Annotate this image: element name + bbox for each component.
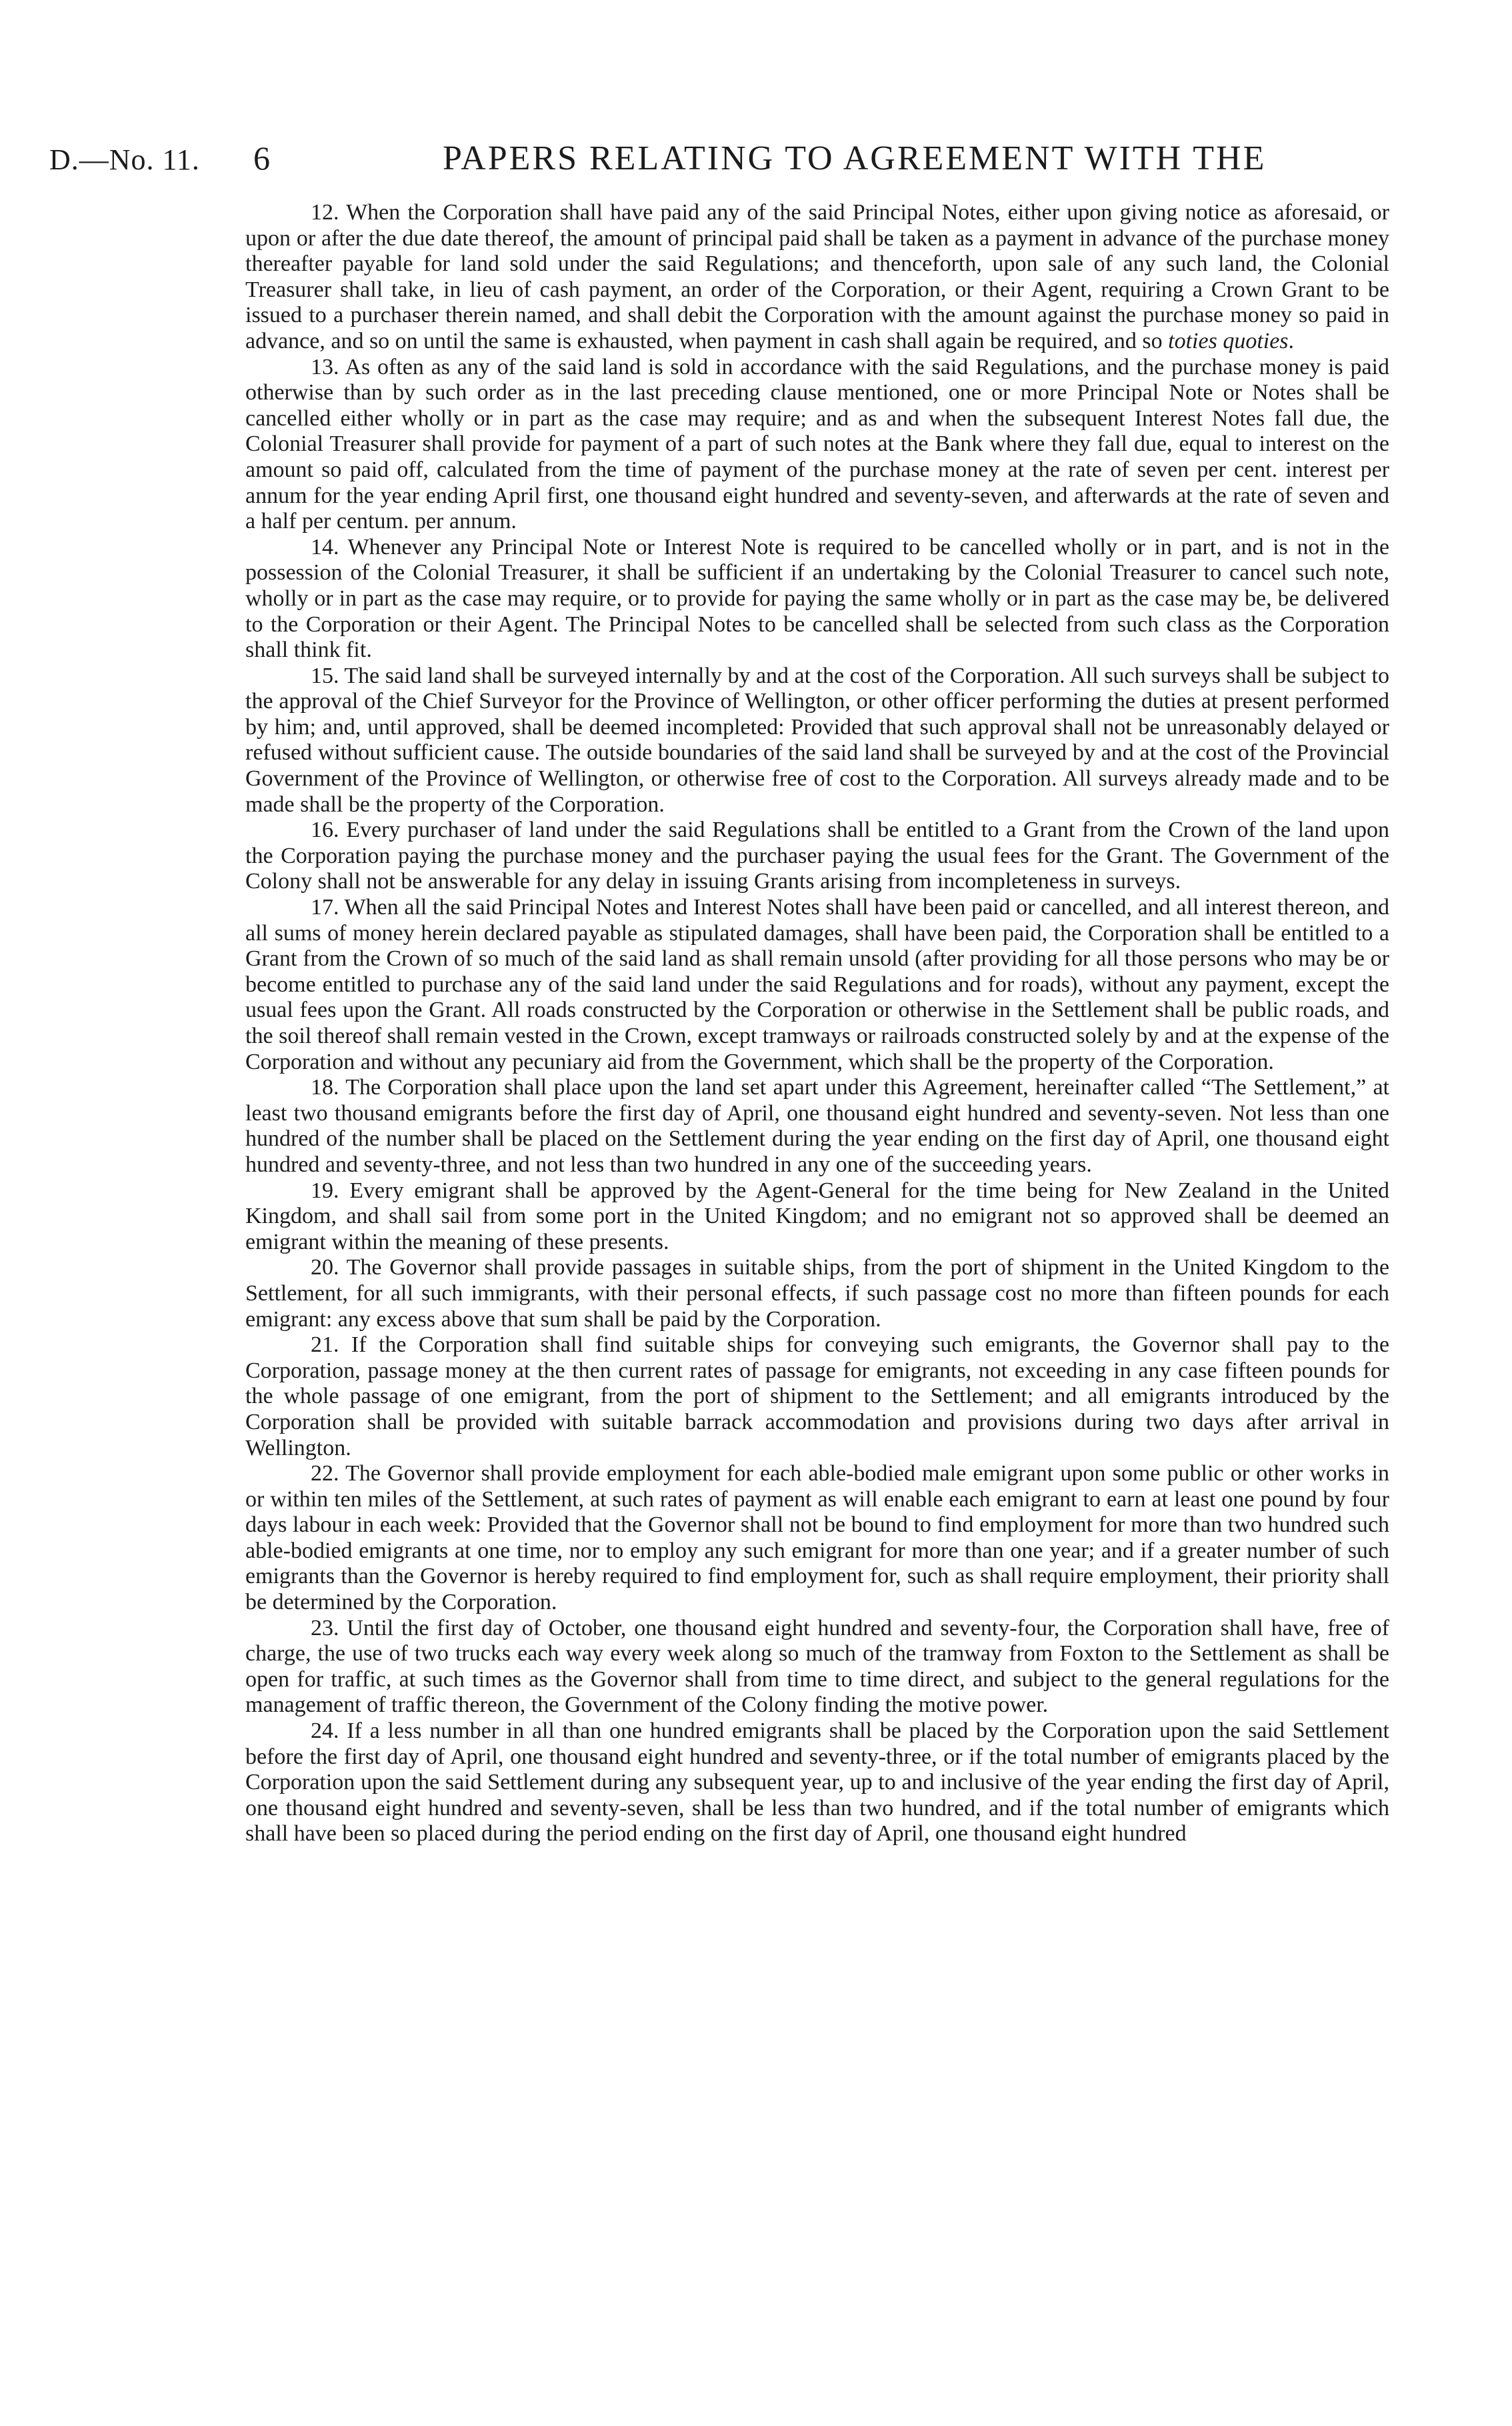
clause-23: 23. Until the first day of October, one thousand eight hundred and seventy-four, the Corporation shall have, free of charge, the use of two trucks each way every week along so much of the tramway from Foxton to the Settlement as shall be open for traffic, at such times as the Governor shall from time to time direct, and subject to the general regulations for the management of traffic thereon, the Government of the Colony finding the motive power.: [245, 1615, 1389, 1718]
document-body: [245, 200, 1389, 1847]
clause-17: 17. When all the said Principal Notes and Interest Notes shall have been paid or cancelled, and all interest thereon, and all sums of money herein declared payable as stipulated damages, shall have been paid, the Corporation shall be entitled to a Grant from the Crown of so much of the said land as shall remain unsold (after providing for all those persons who may be or become entitled to purchase any of the said land under the said Regulations and for roads), without any payment, except the usual fees upon the Grant. All roads constructed by the Corporation or otherwise in the Settlement shall be public roads, and the soil thereof shall remain vested in the Crown, except tramways or railroads constructed solely by and at the expense of the Corporation and without any pecuniary aid from the Government, which shall be the property of the Corporation.: [245, 895, 1389, 1074]
clause-13: 13. As often as any of the said land is sold in accordance with the said Regulations, and the purchase money is paid otherwise than by such order as in the last preceding clause mentioned, one or more Principal Note or Notes shall be cancelled either wholly or in part as the case may require; and as and when the subsequent Interest Notes fall due, the Colonial Treasurer shall provide for payment of a part of such notes at the Bank where they fall due, equal to interest on the amount so paid off, calculated from the time of payment of the purchase money at the rate of seven per cent. interest per annum for the year ending April first, one thousand eight hundred and seventy-seven, and afterwards at the rate of seven and a half per centum. per annum.: [245, 354, 1389, 534]
clause-text-end: .: [1288, 328, 1295, 353]
running-title: PAPERS RELATING TO AGREEMENT WITH THE: [443, 139, 1267, 177]
clause-22: 22. The Governor shall provide employment for each able-bodied male emigrant upon some public or other works in or within ten miles of the Settlement, at such rates of payment as will enable each emigrant to earn at least one pound by four days labour in each week: Provided that the Governor shall not be bound to find employment for more than two hundred such able-bodied emigrants at one time, nor to employ any such emigrant for more than one year; and if a greater number of such emigrants than the Governor is hereby required to find employment for, such as shall require employment, their priority shall be determined by the Corporation.: [245, 1461, 1389, 1615]
page-header: [49, 139, 1383, 185]
clause-14: 14. Whenever any Principal Note or Interest Note is required to be cancelled wholly or in part, and is not in the possession of the Colonial Treasurer, it shall be sufficient if an undertaking by the Colonial Treasurer to cancel such note, wholly or in part as the case may require, or to provide for paying the same wholly or in part as the case may be, be delivered to the Corporation or their Agent. The Principal Notes to be cancelled shall be selected from such class as the Corporation shall think fit.: [245, 534, 1389, 663]
clause-15: 15. The said land shall be surveyed internally by and at the cost of the Corporation. All such surveys shall be subject to the approval of the Chief Surveyor for the Province of Wellington, or other officer performing the duties at present performed by him; and, until approved, shall be deemed incompleted: Provided that such approval shall not be unreasonably delayed or refused without sufficient cause. The outside boundaries of the said land shall be surveyed by and at the cost of the Provincial Government of the Province of Wellington, or otherwise free of cost to the Corporation. All surveys already made and to be made shall be the property of the Corporation.: [245, 663, 1389, 817]
clause-19: 19. Every emigrant shall be approved by the Agent-General for the time being for New Zealand in the United Kingdom, and shall sail from some port in the United Kingdom; and no emigrant not so approved shall be deemed an emigrant within the meaning of these presents.: [245, 1178, 1389, 1254]
clause-text: 12. When the Corporation shall have paid any of the said Principal Notes, either upon giving notice as aforesaid, or upon or after the due date thereof, the amount of principal paid shall be taken as a payment in advance of the purchase money thereafter payable for land sold under the said Regulations; and thenceforth, upon sale of any such land, the Colonial Treasurer shall take, in lieu of cash payment, an order of the Corporation, or their Agent, requiring a Crown Grant to be issued to a purchaser therein named, and shall debit the Corporation with the amount against the purchase money so paid in advance, and so on until the same is exhausted, when payment in cash shall again be required, and so: [245, 200, 1389, 353]
clause-24: 24. If a less number in all than one hundred emigrants shall be placed by the Corporation upon the said Settlement before the first day of April, one thousand eight hundred and seventy-three, or if the total number of emigrants placed by the Corporation upon the said Settlement during any subsequent year, up to and inclusive of the year ending the first day of April, one thousand eight hundred and seventy-seven, shall be less than two hundred, and if the total number of emigrants which shall have been so placed during the period ending on the first day of April, one thousand eight hundred: [245, 1718, 1389, 1847]
clause-12: [245, 200, 1389, 355]
clause-20: 20. The Governor shall provide passages in suitable ships, from the port of shipment in the United Kingdom to the Settlement, for all such immigrants, with their personal effects, if such passage cost no more than fifteen pounds for each emigrant: any excess above that sum shall be paid by the Corporation.: [245, 1255, 1389, 1332]
clause-italic-phrase: toties quoties: [1168, 328, 1289, 353]
clause-21: 21. If the Corporation shall find suitable ships for conveying such emigrants, the Governor shall pay to the Corporation, passage money at the then current rates of passage for emigrants, not exceeding in any case fifteen pounds for the whole passage of one emigrant, from the port of shipment to the Settlement; and all emigrants introduced by the Corporation shall be provided with suitable barrack accommodation and provisions during two days after arrival in Wellington.: [245, 1332, 1389, 1460]
document-reference: D.—No. 11.: [49, 143, 200, 176]
page-number: 6: [253, 139, 270, 177]
clause-16: 16. Every purchaser of land under the said Regulations shall be entitled to a Grant from the Crown of the land upon the Corporation paying the purchase money and the purchaser paying the usual fees for the Grant. The Government of the Colony shall not be answerable for any delay in issuing Grants arising from incompleteness in surveys.: [245, 818, 1389, 894]
clause-18: 18. The Corporation shall place upon the land set apart under this Agreement, hereinafter called “The Settlement,” at least two thousand emigrants before the first day of April, one thousand eight hundred and seventy-seven. Not less than one hundred of the number shall be placed on the Settlement during the year ending on the first day of April, one thousand eight hundred and seventy-three, and not less than two hundred in any one of the succeeding years.: [245, 1075, 1389, 1177]
